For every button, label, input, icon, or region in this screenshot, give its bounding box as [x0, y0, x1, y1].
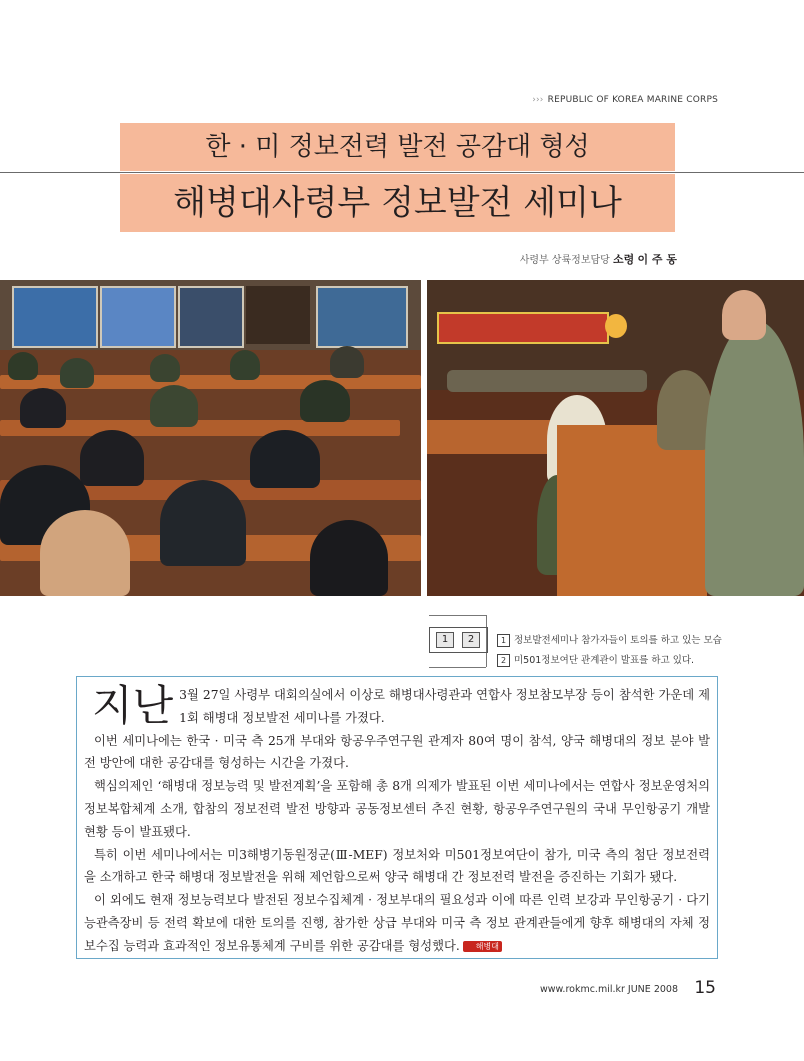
- chevron-icon: ›››: [532, 95, 544, 105]
- article-body: [84, 681, 710, 958]
- article-title: 해병대사령부 정보발전 세미나: [173, 183, 622, 223]
- photo-presentation: [427, 280, 804, 596]
- paragraph-4: 특히 이번 세미나에서는 미3해병기동원정군(Ⅲ-MEF) 정보처와 미501정보여단이 참가, 미국 측의 첨단 정보전력을 소개하고 한국 해병대 정보발전을 위해 제언함으로써 양국 해병대 간 정보전력 발전을 증진하는 기회가 됐다.: [84, 847, 710, 885]
- paragraph-2: 이번 세미나에는 한국 · 미국 측 25개 부대와 항공우주연구원 관계자 80여 명이 참석, 양국 해병대의 정보 분야 발전 방안에 대한 공감대를 형성하는 시간을 가졌다.: [84, 733, 710, 771]
- byline-rank: 소령: [613, 253, 635, 266]
- photo-legend: [429, 627, 488, 653]
- byline-prefix: 사령부 상륙정보담당: [519, 255, 610, 266]
- photo-seminar-room: [0, 280, 421, 596]
- title-rule: [0, 172, 804, 173]
- caption-number-1: 1: [497, 634, 510, 647]
- paragraph-1: 지난 3월 27일 사령부 대회의실에서 이상로 해병대사령관과 연합사 정보참모부장 등이 참석한 가운데 제1회 해병대 정보발전 세미나를 가졌다.: [92, 681, 710, 730]
- byline: [520, 251, 677, 267]
- footer-url-issue: www.rokmc.mil.kr JUNE 2008: [539, 984, 678, 995]
- dropcap: 지난: [92, 681, 174, 730]
- paragraph-3: 핵심의제인 ‘해병대 정보능력 및 발전계획’을 포함해 총 8개 의제가 발표된 이번 세미나에서는 연합사 정보운영처의 정보복합체계 소개, 합참의 정보전력 발전 방향과 공동정보센터 추진 현황, 항공우주연구원의 국내 무인항공기 개발 현황 등이 발표됐다.: [84, 779, 710, 839]
- legend-number-1: 1: [436, 632, 454, 648]
- seminar-banner: [437, 312, 609, 344]
- article-subtitle: 한 · 미 정보전력 발전 공감대 형성: [205, 132, 590, 162]
- section-tag-label: REPUBLIC OF KOREA MARINE CORPS: [547, 95, 718, 105]
- page-number: 15: [694, 978, 716, 998]
- end-mark: 해병대: [463, 941, 502, 952]
- paragraph-5: 이 외에도 현재 정보능력보다 발전된 정보수집체계 · 정보부대의 필요성과 이에 따른 인력 보강과 무인항공기 · 다기능관측장비 등 전력 확보에 대한 토의를 진행, 참가한 상급 부대와 미국 측 정보 관계관들에게 향후 해병대의 자체 정보수집 능력과 효과적인 정보유통체계 구비를 위한 공감대를 형성했다. 해병대: [84, 893, 710, 953]
- byline-name: 이 주 동: [637, 253, 677, 266]
- caption-number-2: 2: [497, 654, 510, 667]
- section-tag: [532, 95, 718, 105]
- photo-caption-1: 1 정보발전세미나 참가자들이 토의를 하고 있는 모습: [497, 632, 722, 647]
- photo-caption-2: 2 미501정보여단 관계관이 발표를 하고 있다.: [497, 652, 694, 667]
- legend-number-2: 2: [462, 632, 480, 648]
- podium: [557, 425, 707, 596]
